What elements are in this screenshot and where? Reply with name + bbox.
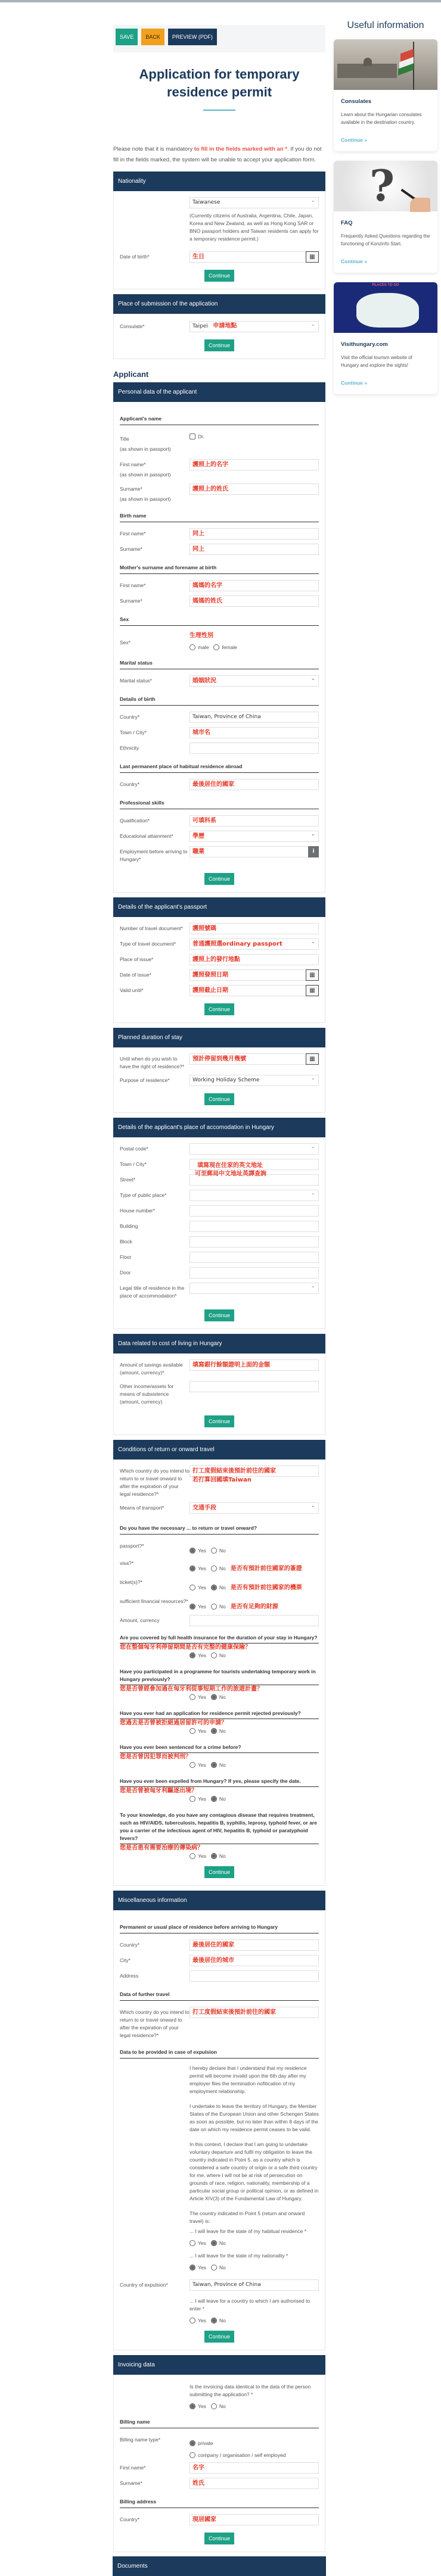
block-input[interactable] [190,1236,319,1248]
nationality-panel [113,171,325,289]
date-of-issue-field[interactable]: 護照發照日期 ▦ [190,969,319,981]
panel-header: Place of submission of the application [113,294,325,314]
field-label: Sex* [120,639,131,645]
panel-header: Details of the applicant's passport [113,897,325,917]
panel-header: Miscellaneous information [113,1891,325,1910]
financial-no-radio[interactable] [211,1604,217,1610]
question-block: Have you ever been sentenced for a crime before? 您是否曾因犯罪而被判刑？ Yes No [120,1740,319,1768]
billing-company-radio[interactable] [190,2452,195,2458]
hungary-map-image: PLACES TO GO [334,282,437,333]
card-text: Learn about the Hungarian consulates available in the destination country. [341,112,422,125]
field-label: Valid until* [120,987,144,993]
question-block: Have you ever been expelled from Hungary? If yes, please specify the date. 您是否曾被匈牙利驅逐出境？ Yes No [120,1774,319,1802]
sex-annotation: 生理性別 [190,632,213,639]
question-text: Have you ever been sentenced for a crime before? [120,1740,319,1753]
nationality-yes-radio[interactable] [190,2265,195,2271]
question-no-radio[interactable] [211,1694,217,1700]
field-label: Place of issue* [120,956,154,962]
return-country-input[interactable]: 打工度假結束後預計前往的國家 若打算回國填Taiwan [190,1465,319,1477]
residence-city-input[interactable]: 最後居住的城市 [190,1955,319,1966]
birth-town-input[interactable]: 城市名 [190,727,319,738]
birth-first-name-input[interactable]: 同上 [190,528,319,539]
continue-button[interactable]: Continue [204,1309,234,1321]
subsection-title: Professional skills [120,794,319,809]
billing-surname-input[interactable]: 姓氏 [190,2478,319,2489]
field-label: Country* [120,1941,140,1948]
marital-status-select[interactable]: 婚姻狀況 ⌄ [190,675,319,687]
first-name-input[interactable]: 護照上的名字 [190,459,319,470]
field-label: Date of birth* [120,253,150,260]
field-label: Means of transport* [120,1504,164,1511]
panel-header: Data related to cost of living in Hungary [113,1334,325,1354]
question-annotation: 您是否曾被匈牙利驅逐出境？ [120,1787,197,1794]
building-input[interactable] [190,1221,319,1232]
question-annotation: 您過去是否曾被拒絕過居留許可的申請？ [120,1719,227,1726]
birth-country-input[interactable]: Taiwan, Province of China [190,712,319,723]
question-no-radio[interactable] [211,1796,217,1802]
consulates-card[interactable] [334,39,437,151]
continue-button[interactable]: Continue [204,1093,234,1105]
subsection-title: Details of birth [120,691,319,706]
field-label: Billing name type* [120,2436,161,2443]
calendar-icon[interactable]: ▦ [306,251,319,263]
continue-link[interactable]: Continue » [341,380,367,386]
field-label: Qualification* [120,817,150,824]
field-label: Number of travel document* [120,925,183,931]
expulsion-declaration: I hereby declare that I understand that my residence permit will become invalid upon the 6th day after my employer files the termination nofitication of my employment relationship. I undertake to leave the territory of Hungary, the Member States of the European Union and other Schengen States as soon as possible, but no later than within 8 days of the date on which my residence permit ceases to be valid. In this context, I declare that I am going to undertake voluntary departure and fulfil my obligation to leave the country indicated in Point 5, as a country which is considered a safe country of origin or a safe third country for me, where I will not be at risk of persecution on grounds of race, religion, nationality, membership of a particular social group or political opinion, or as defined in Article XIV(3) of the Fundamental Law of Hungary. The country indicated in Point 5 (return and onward travel) is: ... I will leave for the state of my habitual residence * Yes No ... I will leave for the state of my nationality * Yes No [190,2064,319,2271]
field-label: City* [120,1957,131,1963]
field-label: Street* [120,1176,135,1183]
qualification-input[interactable]: 可填科系 [190,815,319,827]
continue-button[interactable]: Continue [204,2331,234,2343]
field-label: Block [120,1238,132,1245]
panel-header: Nationality [113,171,325,191]
calendar-icon[interactable]: ▦ [306,985,319,996]
question-text: Are you covered by full health insurance for the duration of your stay in Hungary? [120,1630,319,1643]
subsection-title: Data to be provided in case of expulsion [120,2044,319,2059]
invoicing-identical-no-radio[interactable] [211,2403,217,2409]
billing-first-name-input[interactable]: 名字 [190,2462,319,2474]
question-annotation: 您是否曾因犯罪而被判刑？ [120,1753,191,1760]
residence-address-input[interactable] [190,1970,319,1982]
field-label: Surname* [120,597,142,604]
mother-surname-input[interactable]: 媽媽的姓氏 [190,595,319,607]
sidebar [332,0,439,404]
authorised-yes-radio[interactable] [190,2318,195,2324]
accommodation-panel [113,1118,325,1329]
personal-data-panel: Personal data of the applicant Applicant's name Title (as shown in passport) Dr. First name* (as shown in passport) 護照上的名字 Surname* (as shown in passport) 護照上的姓氏 Birth name First name* 同上 Surname* 同上 Mother's surname and forename at birth First name* 媽媽的名字 Surname* 媽媽的姓氏 Sex Sex* 生理性別 male female Marital status Marital status* 婚姻狀況 ⌄ Details of birth Country* Taiwan, Province of China Town / City* 城市名 Ethnicity Last permanent place of habitual residence abroad Country* 最後居住的國家 Professional skills Qualification* 可填科系 Educational attainment* 學歷 ⌄ Employment before arriving to Hungary* 職業 i Continue [113,382,325,893]
passport-panel [113,897,325,1023]
calendar-icon[interactable]: ▦ [306,969,319,981]
field-label: Title [120,435,129,442]
continue-button[interactable]: Continue [204,1415,234,1427]
visa-no-radio[interactable] [211,1565,217,1571]
field-label: Amount, currency [120,1617,160,1623]
question-no-radio[interactable] [211,1652,217,1658]
card-title: Consulates [341,98,372,105]
other-income-input[interactable] [190,1381,319,1392]
field-label: Other income/assets for means of subsistence (amount, currency) [120,1383,174,1405]
question-text: Have you participated in a programme for tourists undertaking temporary work in Hungary previously? [120,1664,319,1685]
mother-first-name-input[interactable]: 媽媽的名字 [190,580,319,591]
field-label: passport?* [120,1542,144,1549]
field-label: Date of issue* [120,971,151,978]
nationality-hint: (Currently citizens of Australia, Argentina, Chile, Japan, Korea and New Zealand, as well as Hong Kong SAR or BNO passport holders and Taiwan residents can apply for a temporary residence permit.) [190,212,319,242]
valid-until-field[interactable]: 護照截止日期 ▦ [190,985,319,996]
savings-input[interactable]: 填寫銀行餘額證明上面的金額 [190,1359,319,1371]
save-button[interactable]: SAVE [116,29,138,45]
field-label: Town / City* [120,729,147,735]
toolbar [113,25,325,52]
document-type-select[interactable]: 普通護照選ordinary passport ⌄ [190,938,319,950]
panel-header: Invoicing data [113,2355,325,2375]
billing-country-input[interactable]: 現居國家 [190,2514,319,2525]
yes-no-questions [120,1630,319,1859]
field-label: Ethnicity [120,744,139,751]
door-input[interactable] [190,1267,319,1278]
subsection-title: Billing name [120,2413,319,2428]
card-title: Visithungary.com [341,341,388,348]
field-label: Marital status* [120,677,152,684]
field-label: ticket(s)?* [120,1579,142,1585]
question-no-radio[interactable] [211,1853,217,1859]
note-highlight: to fill in the fields marked with an * [194,146,287,152]
amount-currency-input[interactable] [190,1615,319,1626]
field-label: Amount of savings available (amount, currency)* [120,1361,183,1376]
faq-card[interactable] [334,161,437,273]
subsection-title: Last permanent place of habitual residence abroad [120,758,319,773]
panel-header: Personal data of the applicant [113,382,325,402]
field-label: Surname* [120,485,142,492]
subsection-title: Marital status [120,654,319,669]
continue-button[interactable]: Continue [204,2533,234,2544]
title-dr-checkbox[interactable] [190,434,195,439]
authorised-no-radio[interactable] [211,2318,217,2324]
continue-button[interactable]: Continue [204,339,234,351]
subsection-title: Applicant's name [120,410,319,425]
continue-button[interactable]: Continue [204,1003,234,1015]
field-label: Legal title of residence in the place of accommodation* [120,1284,185,1299]
expulsion-country-input[interactable]: Taiwan, Province of China [190,2279,319,2291]
subsection-title: Birth name [120,507,319,522]
main-column [113,0,325,2576]
question-block: Have you ever had an application for residence permit rejected previously? 您過去是否曾被拒絕過居留許可的申請？ Yes No [120,1706,319,1734]
question-no-radio[interactable] [211,1728,217,1734]
habitual-yes-radio[interactable] [190,2240,195,2246]
return-travel-panel: Conditions of return or onward travel Which country do you intend to return to or travel onward to after the expiration of your legal residence?* 打工度假結束後預計前往的國家 若打算回國填Taiwan Means of transport* 交通手段 ⌄ Do you have the necessary ... to return or travel onward? passport?* Yes No visa?* Yes No 是否有預計前往國家的簽證 ticket(s)?* Yes No 是否有預計前往國家的機票 sufficient financial resources?* Yes No 是否有足夠的財源 Amount, currency Are you covered by full health insurance for the duration of your stay in Hungary? 您在整個匈牙利停留期間是否有完整的健康保險？ Yes No Have you participated in a programme for tourists undertaking temporary work in Hungary previously? 您是否曾經參加過在匈牙利從事短期工作的旅遊計畫？ Yes No Have you ever had an application for residence permit rejected previously? 您過去是否曾被拒絕過居留許可的申請？ Yes No Have you ever been sentenced for a crime before? 您是否曾因犯罪而被判刑？ Yes No Have you ever been expelled from Hungary? If yes, please specify the date. 您是否曾被匈牙利驅逐出境？ Yes No To your knowledge, do you have any contagious disease that requires treatment, such as HIV/AIDS, tuberculosis, hepatitis B, syphilis, leprosy, typhoid fever, or are you a carrier of the infectious agent of HIV, hepatitis B, typhoid or paratyphoid fevers? 您是否患有需要治療的傳染病？ Yes No Continue [113,1440,325,1886]
question-annotation: 您是否曾經參加過在匈牙利從事短期工作的旅遊計畫？ [120,1685,263,1692]
field-label: Building [120,1222,138,1229]
field-label: Country* [120,713,140,720]
passport-yes-radio[interactable] [190,1548,195,1554]
consulate-select[interactable]: Taipei 申請地點 ⌄ [190,321,319,332]
submission-panel [113,294,325,359]
continue-button[interactable]: Continue [204,873,234,885]
question-block: Are you covered by full health insurance for the duration of your stay in Hungary? 您在整個匈牙利停留期間是否有完整的健康保險？ Yes No [120,1630,319,1658]
field-label: Floor [120,1253,132,1260]
floor-input[interactable] [190,1252,319,1263]
field-label: Town / City* [120,1161,147,1167]
panel-header: Details of the applicant's place of accomodation in Hungary [113,1118,325,1137]
card-title: FAQ [341,220,353,226]
continue-button[interactable]: Continue [204,1866,234,1878]
note-text: Please note that it is mandatory [113,146,194,152]
question-yes-radio[interactable] [190,1728,195,1734]
field-label: visa?* [120,1560,134,1566]
field-label: Postal code* [120,1145,148,1152]
legal-title-select[interactable] [190,1283,319,1294]
field-label: Until when do you wish to have the right of residence?* [120,1055,185,1069]
subsection-title: Mother's surname and forename at birth [120,559,319,574]
question-annotation: 您是否患有需要治療的傳染病？ [120,1844,203,1851]
field-label: Which country do you intend to return to or travel onward to after the expiration of your legal residence?* [120,2009,190,2038]
back-button[interactable]: BACK [141,29,164,45]
field-label: Door [120,1269,131,1275]
visithungary-card[interactable] [334,282,437,394]
purpose-select[interactable]: Working Holiday Scheme ⌄ [190,1075,319,1086]
question-yes-radio[interactable] [190,1694,195,1700]
residence-country-input[interactable]: 最後居住的國家 [190,1939,319,1951]
field-label: Surname* [120,2480,142,2486]
cost-of-living-panel [113,1334,325,1435]
postal-code-select[interactable] [190,1143,319,1155]
calendar-icon[interactable]: ▦ [306,1053,319,1065]
subsection-title: Do you have the necessary ... to return or travel onward? [120,1520,319,1535]
field-label: Surname* [120,545,142,552]
miscellaneous-panel: Miscellaneous information Permanent or usual place of residence before arriving to Hungary Country* 最後居住的國家 City* 最後居住的城市 Address Data of further travel Which country do you intend to return to or travel onward to after the expiration of your legal residence?* 打工度假結束後預計前往的國家 Data to be provided in case of expulsion I hereby declare that I understand that my residence permit will become invalid upon the 6th day after my employer files the termination nofitication of my employment relationship. I undertake to leave the territory of Hungary, the Member States of the European Union and other Schengen States as soon as possible, but no later than within 8 days of the date on which my residence permit ceases to be valid. In this context, I declare that I am going to undertake voluntary departure and fulfil my obligation to leave the country indicated in Point 5, as a country which is considered a safe country of origin or a safe third country for me, where I will not be at risk of persecution on grounds of race, religion, nationality, membership of a particular social group or political opinion, or as defined in Article XIV(3) of the Fundamental Law of Hungary. The country indicated in Point 5 (return and onward travel) is: ... I will leave for the state of my habitual residence * Yes No ... I will leave for the state of my nationality * Yes No Country of expulsion* Taiwan, Province of China ... I will leave for a country to which I am authorised to enter * Yes No Continue [113,1891,325,2350]
nationality-select[interactable]: Taiwanese ⌄ [190,197,319,208]
subsection-title: Data of further travel [120,1986,319,2001]
field-label: Country* [120,781,140,787]
accommodation-town-input[interactable]: 填寫現在住家的英文地址 可至郵局中文地址英譯查詢 [190,1159,319,1170]
field-label: Country* [120,2516,140,2522]
continue-button[interactable]: Continue [204,270,234,282]
panel-header[interactable]: Documents [113,2556,326,2576]
ethnicity-input[interactable] [190,743,319,754]
place-of-issue-input[interactable]: 護照上的發行地點 [190,954,319,965]
invoicing-panel: Invoicing data Is the invoicing data identical to the data of the person submitting the application? * Yes No Billing name Billing name type* private company / organisation / self employed First name* 名字 Surname* 姓氏 Billing address Country* 現居國家 Continue [113,2355,325,2552]
field-label: First name* [120,461,146,467]
mandatory-note [113,144,325,166]
further-travel-country-input[interactable]: 打工度假結束後預計前往的國家 [190,2007,319,2018]
ticket-yes-radio[interactable] [190,1585,195,1590]
sex-male-radio[interactable] [190,644,195,650]
question-text: Have you ever had an application for residence permit rejected previously? [120,1706,319,1719]
applicant-heading: Applicant [113,369,149,379]
question-yes-radio[interactable] [190,1796,195,1802]
field-label: sufficient financial resources?* [120,1598,188,1604]
education-select[interactable]: 學歷 ⌄ [190,831,319,842]
passport-number-input[interactable]: 護照號碼 [190,923,319,934]
financial-yes-radio[interactable] [190,1604,195,1610]
billing-private-radio[interactable] [190,2440,195,2446]
birth-surname-input[interactable]: 同上 [190,544,319,555]
transport-select[interactable]: 交通手段 ⌄ [190,1502,319,1514]
sidebar-title: Useful information [347,20,424,30]
note-text-end: . If you do not fill in the fields marked, the system will be unable to accept your application form. [113,146,322,163]
public-place-type-select[interactable] [190,1190,319,1201]
card-text: Frequently Asked Questions regarding the functioning of Konzinfo Start. [341,233,430,247]
subsection-title: Permanent or usual place of residence before arriving to Hungary [120,1919,319,1933]
field-label: Consulate* [120,323,145,329]
page-title: Application for temporary residence permit [139,67,300,99]
surname-input[interactable]: 護照上的姓氏 [190,484,319,495]
continue-link[interactable]: Continue » [341,258,367,264]
field-label: House number* [120,1207,156,1214]
house-number-input[interactable] [190,1205,319,1217]
panel-header: Conditions of return or onward travel [113,1440,325,1459]
question-yes-radio[interactable] [190,1853,195,1859]
duration-panel [113,1028,325,1113]
field-label: First name* [120,2464,146,2471]
subsection-title: Sex [120,611,319,626]
field-label: Type of travel document* [120,940,176,947]
field-label: Educational attainment* [120,832,173,839]
invoicing-identical-yes-radio[interactable] [190,2403,195,2409]
field-label: Address [120,1972,139,1979]
field-label: Country of expulsion* [120,2281,168,2288]
last-residence-country-input[interactable]: 最後居住的國家 [190,779,319,790]
field-label: First name* [120,530,146,537]
info-icon[interactable]: i [308,846,319,857]
question-no-radio[interactable] [211,1762,217,1768]
question-text: To your knowledge, do you have any contagious disease that requires treatment, such as HIV/AIDS, tuberculosis, hepatitis B, syphilis, leprosy, typhoid fever, or are you a carrier of the infectious agent of HIV, hepatitis B, typhoid or paratyphoid fevers? [120,1808,319,1844]
field-label: Which country do you intend to return to or travel onward to after the expiration of your legal residence?* [120,1467,190,1497]
question-mark-image: ? [334,161,437,211]
field-label: Purpose of residence* [120,1077,170,1083]
continue-link[interactable]: Continue » [341,137,367,143]
ticket-no-radio[interactable] [211,1585,217,1590]
panel-header: Planned duration of stay [113,1028,325,1047]
field-label: Employment before arriving to Hungary* [120,848,188,862]
employment-select[interactable]: 職業 i [190,846,319,857]
question-annotation: 您在整個匈牙利停留期間是否有完整的健康保險？ [120,1643,251,1651]
field-label: First name* [120,582,146,588]
residence-until-field[interactable]: 預計停留到幾月幾號 ▦ [190,1053,319,1065]
card-text: Visit the official tourism website of Hungary and explore the sights! [341,355,412,368]
visa-yes-radio[interactable] [190,1565,195,1571]
question-block: To your knowledge, do you have any contagious disease that requires treatment, such as HIV/AIDS, tuberculosis, hepatitis B, syphilis, leprosy, typhoid fever, or are you a carrier of the infectious agent of HIV, hepatitis B, typhoid or paratyphoid fevers? 您是否患有需要治療的傳染病？ Yes No [120,1808,319,1859]
passport-no-radio[interactable] [211,1548,217,1554]
habitual-no-radio[interactable] [211,2240,217,2246]
question-yes-radio[interactable] [190,1652,195,1658]
documents-panel [113,2556,325,2576]
preview-pdf-button[interactable]: PREVIEW (PDF) [168,29,217,45]
nationality-no-radio[interactable] [211,2265,217,2271]
parliament-image [334,39,437,90]
question-text: Have you ever been expelled from Hungary? If yes, please specify the date. [120,1774,319,1787]
question-block: Have you participated in a programme for tourists undertaking temporary work in Hungary previously? 您是否曾經參加過在匈牙利從事短期工作的旅遊計畫？ Yes No [120,1664,319,1700]
question-yes-radio[interactable] [190,1762,195,1768]
subsection-title: Billing address [120,2493,319,2508]
date-of-birth-field[interactable]: 生日 ▦ [190,251,319,263]
title-divider [203,110,235,111]
field-label: Type of public place* [120,1192,167,1198]
sex-female-radio[interactable] [213,644,219,650]
